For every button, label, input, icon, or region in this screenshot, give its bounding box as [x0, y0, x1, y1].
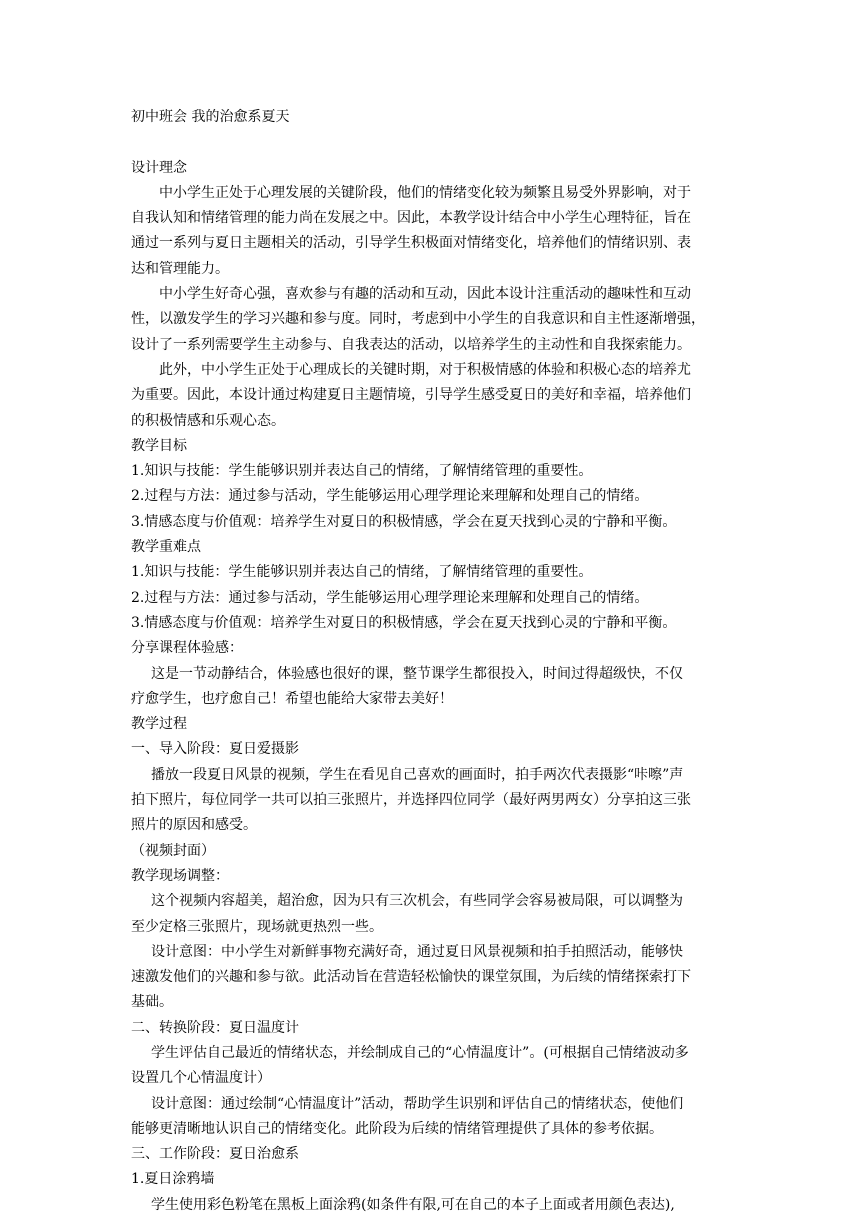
paragraph-line: 设计了一系列需要学生主动参与、自我表达的活动，以培养学生的主动性和自我探索能力。 [131, 336, 691, 353]
adjust-heading: 教学现场调整： [131, 867, 229, 884]
share-line: 这是一节动静结合，体验感也很好的课，整节课学生都很投入，时间过得超级快，不仅 [151, 665, 683, 682]
adjust-line: 至少定格三张照片，现场就更热烈一些。 [131, 918, 383, 935]
keypoint-item: 2.过程与方法：通过参与活动，学生能够运用心理学理论来理解和处理自己的情绪。 [131, 589, 649, 606]
stage1-line: 拍下照片，每位同学一共可以拍三张照片，并选择四位同学（最好两男两女）分享拍这三张 [131, 792, 691, 809]
stage1-heading: 一、导入阶段：夏日爱摄影 [131, 741, 299, 758]
video-cover-caption: （视频封面） [131, 842, 215, 859]
adjust-line: 这个视频内容超美，超治愈，因为只有三次机会，有些同学会容易被局限，可以调整为 [151, 893, 683, 910]
stage2-intent-line: 设计意图：通过绘制“心情温度计”活动，帮助学生识别和评估自己的情绪状态，使他们 [151, 1095, 684, 1112]
design-heading: 设计理念 [131, 159, 187, 176]
stage2-line: 学生评估自己最近的情绪状态，并绘制成自己的“心情温度计”。(可根据自己情绪波动多 [151, 1044, 689, 1061]
stage3-subheading: 1.夏日涂鸦墙 [131, 1171, 215, 1188]
paragraph-line: 为重要。因此，本设计通过构建夏日主题情境，引导学生感受夏日的美好和幸福，培养他们 [131, 387, 691, 404]
paragraph-line: 性，以激发学生的学习兴趣和参与度。同时，考虑到中小学生的自我意识和自主性逐渐增强， [131, 311, 705, 328]
stage3-heading: 三、工作阶段：夏日治愈系 [131, 1146, 299, 1163]
paragraph-line: 的积极情感和乐观心态。 [131, 412, 285, 429]
stage1-line: 播放一段夏日风景的视频，学生在看见自己喜欢的画面时，拍手两次代表摄影“咔嚓”声 [151, 766, 684, 783]
stage2-heading: 二、转换阶段：夏日温度计 [131, 1019, 299, 1036]
goal-item: 2.过程与方法：通过参与活动，学生能够运用心理学理论来理解和处理自己的情绪。 [131, 488, 649, 505]
paragraph-line: 此外，中小学生正处于心理成长的关键时期，对于积极情感的体验和积极心态的培养尤 [159, 361, 691, 378]
goal-item: 1.知识与技能：学生能够识别并表达自己的情绪，了解情绪管理的重要性。 [131, 463, 593, 480]
intent-line: 设计意图：中小学生对新鲜事物充满好奇，通过夏日风景视频和拍手拍照活动，能够快 [151, 943, 683, 960]
intent-line: 基础。 [131, 994, 173, 1011]
share-heading: 分享课程体验感： [131, 640, 243, 657]
paragraph-line: 通过一系列与夏日主题相关的活动，引导学生积极面对情绪变化，培养他们的情绪识别、表 [131, 235, 691, 252]
share-line: 疗愈学生，也疗愈自己！希望也能给大家带去美好！ [131, 690, 453, 707]
keypoints-heading: 教学重难点 [131, 539, 201, 556]
goals-heading: 教学目标 [131, 437, 187, 454]
keypoint-item: 3.情感态度与价值观：培养学生对夏日的积极情感，学会在夏天找到心灵的宁静和平衡。 [131, 614, 677, 631]
spacer [131, 130, 731, 155]
stage1-line: 照片的原因和感受。 [131, 817, 257, 834]
process-heading: 教学过程 [131, 716, 187, 733]
paragraph-line: 自我认知和情绪管理的能力尚在发展之中。因此，本教学设计结合中小学生心理特征，旨在 [131, 210, 691, 227]
paragraph-line: 中小学生正处于心理发展的关键阶段，他们的情绪变化较为频繁且易受外界影响，对于 [159, 184, 691, 201]
paragraph-line: 达和管理能力。 [131, 260, 229, 277]
stage2-line: 设置几个心情温度计） [131, 1070, 271, 1087]
goal-item: 3.情感态度与价值观：培养学生对夏日的积极情感，学会在夏天找到心灵的宁静和平衡。 [131, 513, 677, 530]
document-title: 初中班会 我的治愈系夏天 [131, 109, 290, 125]
paragraph-line: 中小学生好奇心强，喜欢参与有趣的活动和互动，因此本设计注重活动的趣味性和互动 [159, 286, 691, 303]
keypoint-item: 1.知识与技能：学生能够识别并表达自己的情绪，了解情绪管理的重要性。 [131, 564, 593, 581]
document-body [131, 105, 731, 1218]
stage2-intent-line: 能够更清晰地认识自己的情绪变化。此阶段为后续的情绪管理提供了具体的参考依据。 [131, 1120, 663, 1137]
stage3-line: 学生使用彩色粉笔在黑板上面涂鸦(如条件有限,可在自己的本子上面或者用颜色表达), [151, 1196, 675, 1213]
intent-line: 速激发他们的兴趣和参与欲。此活动旨在营造轻松愉快的课堂氛围，为后续的情绪探索打下 [131, 969, 691, 986]
